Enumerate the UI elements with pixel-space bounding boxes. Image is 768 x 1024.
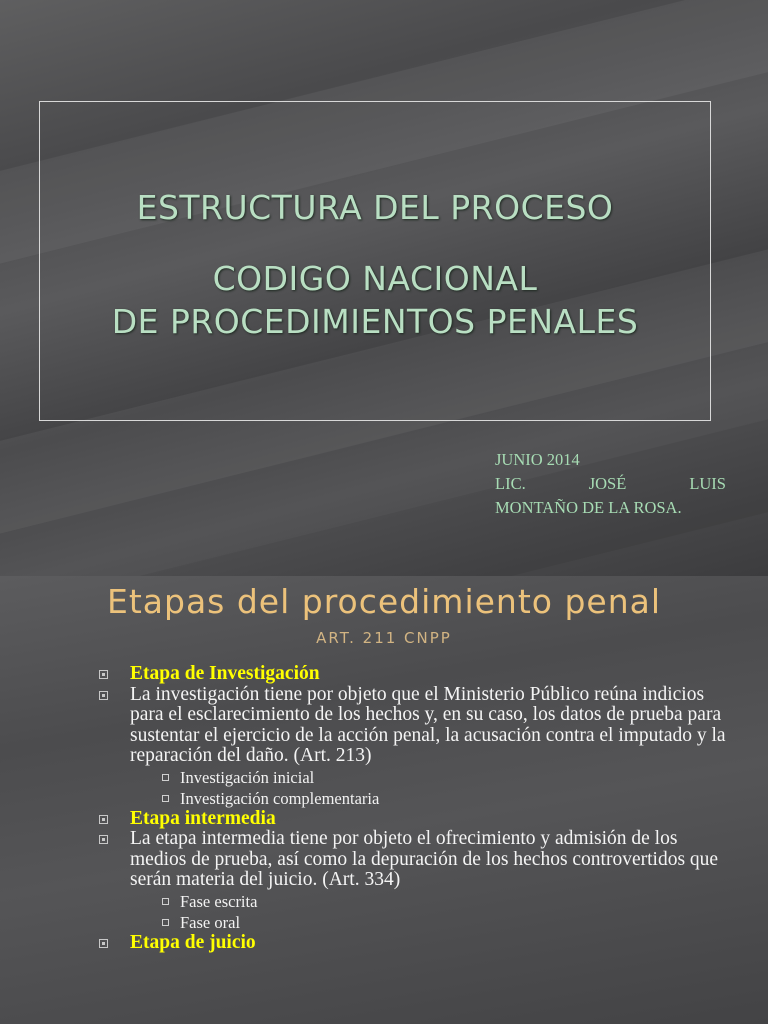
stage-heading	[0, 933, 768, 954]
content-slide	[0, 576, 768, 1024]
square-bullet-icon	[162, 898, 169, 905]
author-middle-name: LUIS	[689, 474, 726, 493]
bullet-item	[0, 685, 768, 767]
author-block	[495, 448, 726, 520]
stage-heading	[0, 809, 768, 830]
sub-bullet-item	[0, 912, 768, 933]
sub-bullet-item	[0, 891, 768, 912]
square-bullet-icon	[99, 835, 108, 844]
slide-heading: Etapas del procedimiento penal	[106, 582, 662, 621]
author-title: LIC.	[495, 474, 526, 493]
title-line: DE PROCEDIMIENTOS PENALES	[111, 302, 639, 341]
sub-bullet-item	[0, 788, 768, 809]
author-name-line	[495, 472, 726, 496]
square-bullet-icon	[162, 795, 169, 802]
title-line: CODIGO NACIONAL	[212, 259, 538, 298]
title-line: ESTRUCTURA DEL PROCESO	[136, 188, 614, 227]
bullet-text: Investigación complementaria	[180, 788, 380, 808]
bullet-item	[0, 829, 768, 891]
square-bullet-icon	[99, 691, 108, 700]
bullet-list	[0, 664, 768, 953]
square-bullet-icon	[99, 815, 108, 824]
slide-subheading: ART. 211 CNPP	[316, 629, 452, 647]
bullet-text: Etapa intermedia	[130, 807, 276, 829]
square-bullet-icon	[162, 774, 169, 781]
bullet-text: La etapa intermedia tiene por objeto el ofrecimiento y admisión de los medios de prueba, así como la depuración de los hechos controvertidos que serán materia del juicio. (Art. 334)	[130, 828, 719, 890]
bullet-text: Fase escrita	[180, 891, 258, 911]
title-frame	[39, 101, 711, 421]
author-date: JUNIO 2014	[495, 450, 580, 469]
author-first-name: JOSÉ	[588, 474, 627, 493]
bullet-text: Fase oral	[180, 912, 241, 932]
bullet-text: Investigación inicial	[180, 767, 315, 787]
sub-bullet-item	[0, 767, 768, 788]
square-bullet-icon	[99, 670, 108, 679]
bullet-text: La investigación tiene por objeto que el Ministerio Público reúna indicios para el esclarecimiento de los hechos y, en su caso, los datos de prueba para sustentar el ejercicio de la acción penal, la acusación contra el imputado y la reparación del daño. (Art. 213)	[130, 683, 726, 766]
stage-heading	[0, 664, 768, 685]
slide-title	[40, 186, 710, 343]
square-bullet-icon	[162, 919, 169, 926]
bullet-text: Etapa de Investigación	[130, 663, 320, 684]
author-surname: MONTAÑO DE LA ROSA.	[495, 498, 682, 517]
square-bullet-icon	[99, 939, 108, 948]
bullet-text: Etapa de juicio	[130, 931, 256, 953]
